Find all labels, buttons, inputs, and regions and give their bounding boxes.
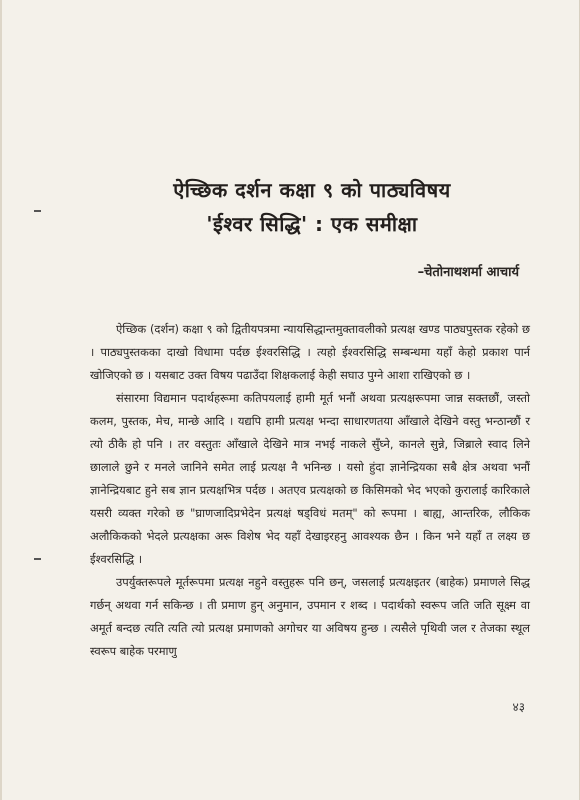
page-number: ४३ [512,700,525,714]
author-name: –चेतोनाथशर्मा आचार्य [417,265,519,280]
paragraph-3: उपर्युक्तरूपले मूर्तरूपमा प्रत्यक्ष नहुने वस्तुहरू पनि छन्, जसलाई प्रत्यक्षइतर (बाहेक) प्रमाणले सिद्ध गर्छन् अथवा गर्न सकिन्छ । ती प्रमाण हुन् अनुमान, उपमान र शब्द । पदार्थको स्वरूप जति जति सूक्ष्म वा अमूर्त बन्दछ त्यति त्यति त्यो प्रत्यक्ष प्रमाणको अगोचर या अविषय हुन्छ । त्यसैले पृथिवी जल र तेजका स्थूल स्वरूप बाहेक परमाणु [90,575,530,658]
article-body [90,318,530,663]
article-title-line-2: 'ईश्वर सिद्धि' : एक समीक्षा [206,212,418,236]
margin-mark [34,558,41,560]
paragraph-2: संसारमा विद्यमान पदार्थहरूमा कतिपयलाई हामी मूर्त भनौं अथवा प्रत्यक्षरूपमा जान्न सक्तछौं, जस्तो कलम, पुस्तक, मेच, मान्छे आदि । यद्यपि हामी प्रत्यक्ष भन्दा साधारणतया आँखाले देखिने वस्तु भन्ठान्छौं र त्यो ठीकै हो पनि । तर वस्तुतः आँखाले देखिने मात्र नभई नाकले सुँघ्ने, कानले सुन्ने, जिब्राले स्वाद लिने छालाले छुने र मनले जानिने समेत लाई प्रत्यक्ष नै भनिन्छ । यसो हुंदा ज्ञानेन्द्रियका सबै क्षेत्र अथवा भनौं ज्ञानेन्द्रियबाट हुने सब ज्ञान प्रत्यक्षभित्र पर्दछ । अतएव प्रत्यक्षको छ किसिमको भेद भएको कुरालाई कारिकाले यसरी व्यक्त गरेको छ "घ्राणजादिप्रभेदेन प्रत्यक्षं षड्विधं मतम्" को रूपमा । बाह्य, आन्तरिक, लौकिक अलौकिकको भेदले प्रत्यक्षका अरू विशेष भेद यहाँ देखाइरहनु आवश्यक छैन । किन भने यहाँ त लक्ष्य छ ईश्वरसिद्धि । [90,391,530,566]
margin-mark [34,210,41,212]
article-title-line-1: ऐच्छिक दर्शन कक्षा ९ को पाठ्यविषय [173,178,451,202]
paragraph-1: ऐच्छिक (दर्शन) कक्षा ९ को द्वितीयपत्रमा न्यायसिद्धान्तमुक्तावलीको प्रत्यक्ष खण्ड पाठ्यपुस्तक रहेको छ । पाठ्यपुस्तकका दाखो विधामा पर्दछ ईश्वरसिद्धि । त्यहो ईश्वरसिद्धि सम्बन्धमा यहाँ केहो प्रकाश पार्न खोजिएको छ । यसबाट उक्त विषय पढाउँदा शिक्षकलाई केही सघाउ पुग्ने आशा राखिएको छ । [90,322,530,382]
